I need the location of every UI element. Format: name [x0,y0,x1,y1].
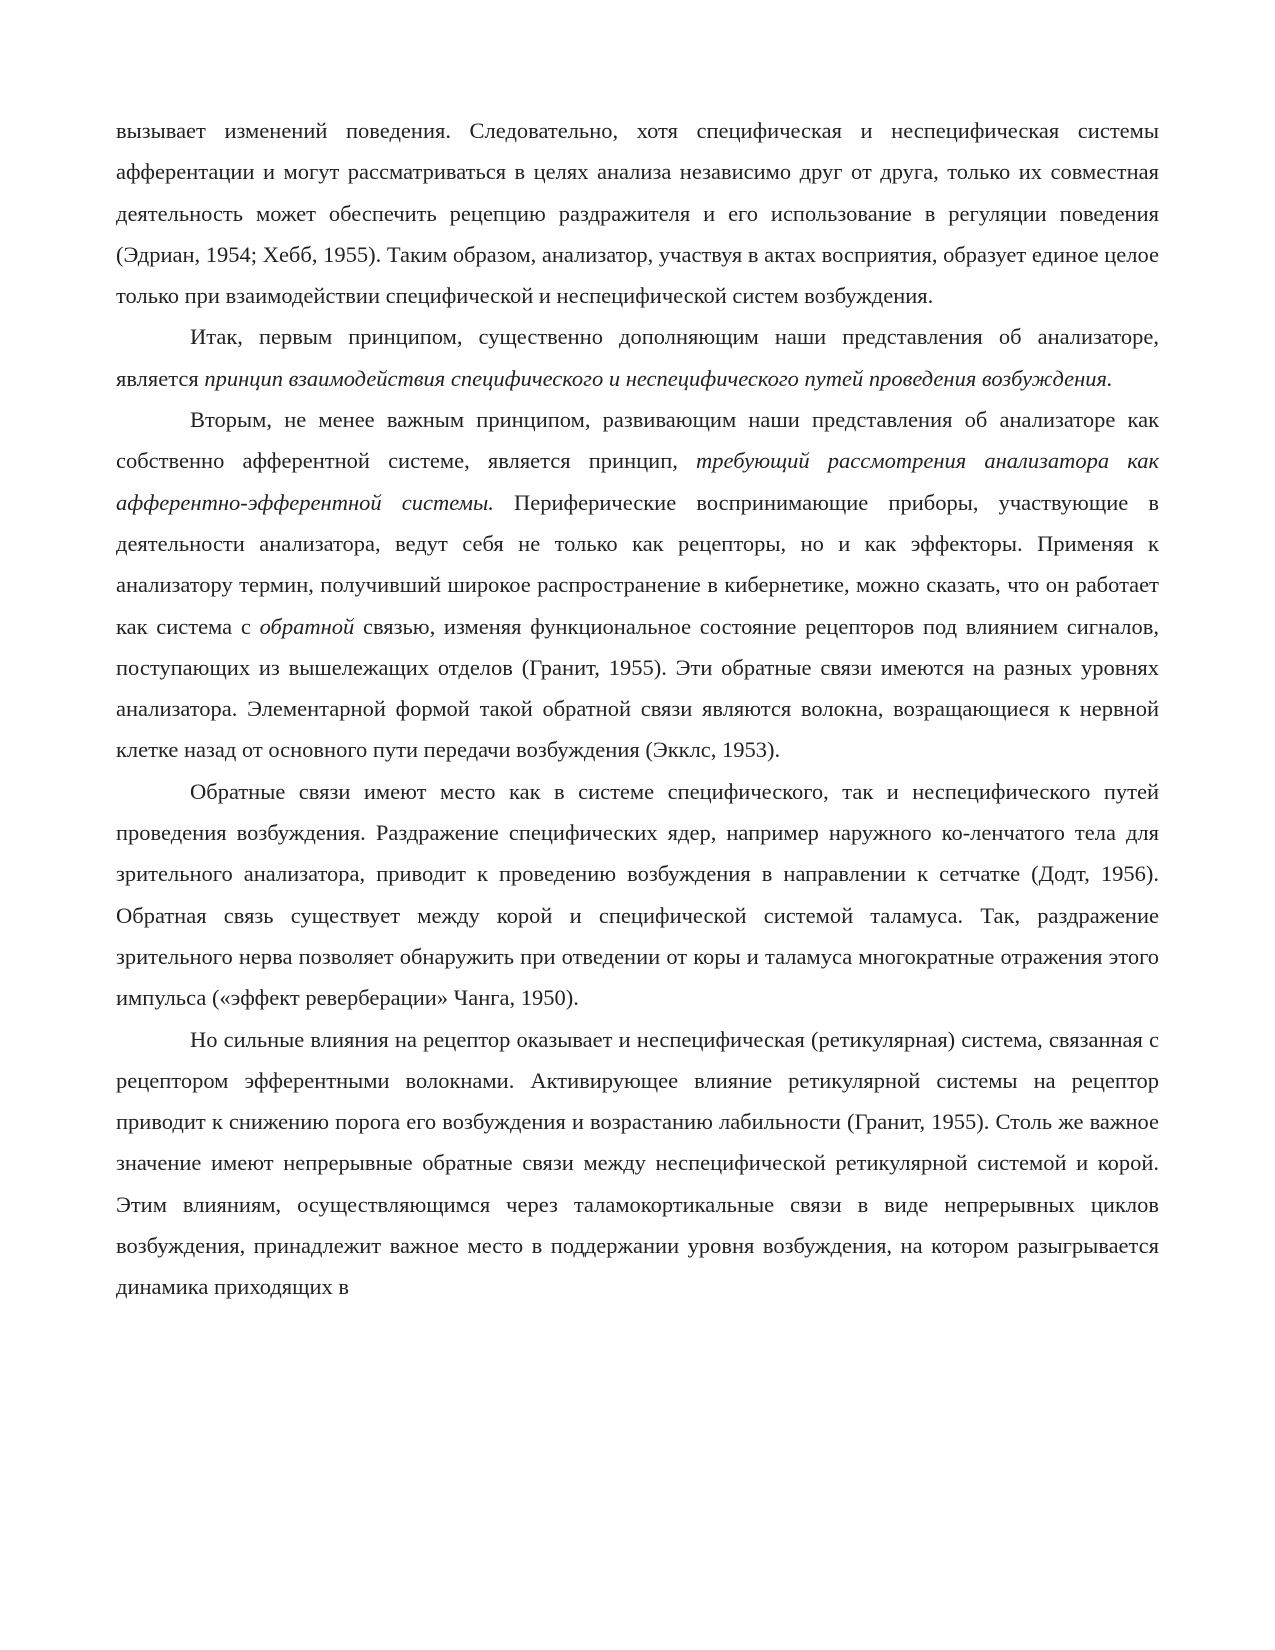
paragraph-3-text-b: Периферические воспринимающие приборы, участвующие в деятельности анализатора, ведут себя не только как рецепторы, но и как эффекторы. Применяя к анализатору термин, получивший широкое распространение в кибернетике, можно сказать, что он работает как система с [116,489,1159,639]
paragraph-5 [116,1019,1159,1308]
paragraph-2-text: Итак, первым принципом, существенно дополняющим наши представления об анализаторе, является [116,324,1159,391]
paragraph-5-text: Но сильные влияния на рецептор оказывает и неспецифическая (ретикулярная) система, связанная с рецептором эфферентными волокнами. Активирующее влияние ретикулярной системы на рецептор приводит к снижению порога его возбуждения и возрастанию лабильности (Гранит, 1955). Столь же важное значение имеют непрерывные обратные связи между неспецифической ретикулярной системой и корой. Этим влияниям, осуществляющимся через таламокортикальные связи в виде непрерывных циклов возбуждения, принадлежит важное место в поддержании уровня возбуждения, на котором разыгрывается динамика приходящих в [116,1026,1159,1300]
paragraph-1 [116,110,1159,316]
paragraph-1-text: вызывает изменений поведения. Следовательно, хотя специфическая и неспецифическая системы афферентации и могут рассматриваться в целях анализа независимо друг от друга, только их совместная деятельность может обеспечить рецепцию раздражителя и его использование в регуляции поведения (Эдриан, 1954; Хебб, 1955). Таким образом, анализатор, участвуя в актах восприятия, образует единое целое только при взаимодействии специфической и неспецифической систем возбуждения. [116,118,1159,309]
paragraph-2 [116,316,1159,399]
paragraph-3-text-a: Вторым, не менее важным принципом, развивающим наши представления об анализаторе как собственно афферентной системе, является принцип, [116,407,1159,474]
document-body [116,110,1159,1308]
paragraph-4 [116,771,1159,1019]
paragraph-3-italic-word: обратной [259,613,355,639]
paragraph-3 [116,399,1159,771]
paragraph-3-italic-principle: требующий рассмотрения анализатора как афферентно-эфферентной системы. [116,448,1159,515]
paragraph-4-text: Обратные связи имеют место как в системе специфического, так и неспецифического путей проведения возбуждения. Раздражение специфических ядер, например наружного ко-ленчатого тела для зрительного анализатора, приводит к проведению возбуждения в направлении к сетчатке (Додт, 1956). Обратная связь существует между корой и специфической системой таламуса. Так, раздражение зрительного нерва позволяет обнаружить при отведении от коры и таламуса многократные отражения этого импульса («эффект реверберации» Чанга, 1950). [116,778,1159,1011]
paragraph-2-italic-principle: принцип взаимодействия специфического и неспецифического путей проведения возбуждения. [204,365,1113,391]
paragraph-3-text-c: связью, изменяя функциональное состояние рецепторов под влиянием сигналов, поступающих из вышележащих отделов (Гранит, 1955). Эти обратные связи имеются на разных уровнях анализатора. Элементарной формой такой обратной связи являются волокна, возращающиеся к нервной клетке назад от основного пути передачи возбуждения (Экклс, 1953). [116,613,1159,763]
